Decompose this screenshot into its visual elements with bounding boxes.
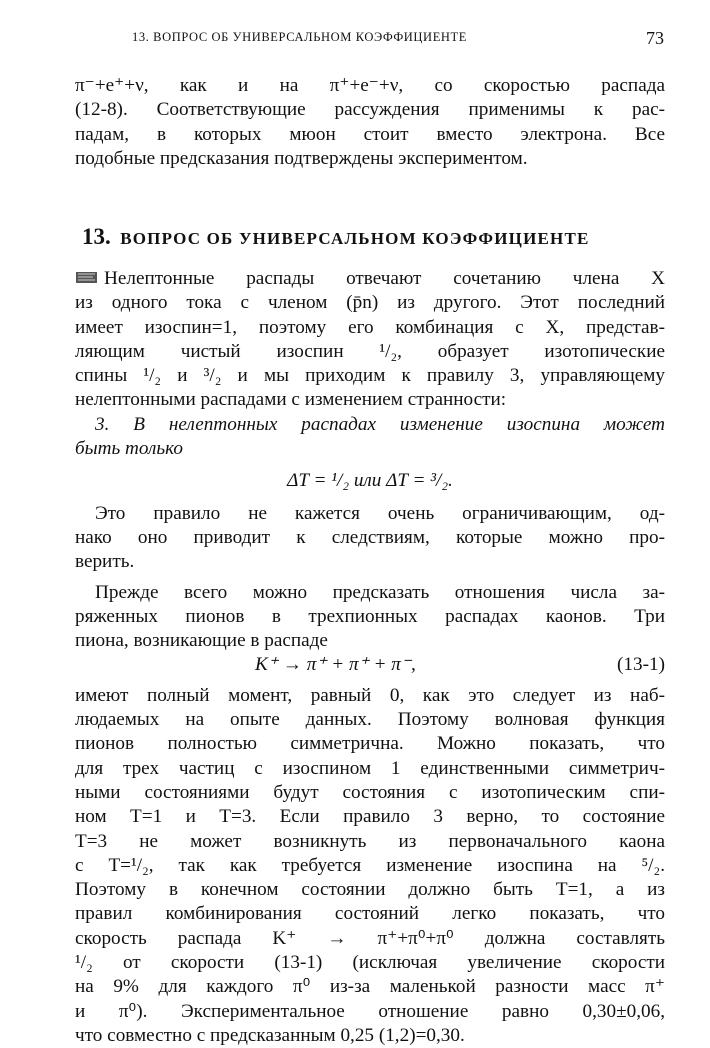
text-line: ряженных пионов в трехпионных распадах каонов. Три [75,605,665,627]
text-line: пиона, возникающие в распаде [75,630,328,652]
section-number: 13. [82,224,111,249]
text-line: ¹/₂ от скорости (13-1) (исключая увеличение скорости [75,952,665,974]
text-line: ными состояниями будут состояния с изотопическим спи- [75,781,665,803]
text-line: (12-8). Соответствующие рассуждения применимы к рас- [75,99,665,121]
section-heading [82,224,642,250]
rule-statement-cont [75,437,665,461]
text-line: имеют полный момент, равный 0, как это следует из наб- [75,684,665,706]
text-line: Поэтому в конечном состоянии должно быть T=1, а из [75,879,665,901]
rule-statement [75,413,665,437]
text-line: с T=¹/₂, так как требуется изменение изоспина на ⁵/₂. [75,854,665,876]
text-line: для трех частиц с изоспином 1 единственными симметрич- [75,757,665,779]
text-line: и π⁰). Экспериментальное отношение равно 0,30±0,06, [75,1000,665,1022]
text-line: верить. [75,551,135,573]
section-title: ВОПРОС ОБ УНИВЕРСАЛЬНОМ КОЭФФИЦИЕНТЕ [120,229,590,248]
rule-formula: ΔT = ¹/₂ или ΔT = ³/₂. [287,470,453,492]
running-title: 13. ВОПРОС ОБ УНИВЕРСАЛЬНОМ КОЭФФИЦИЕНТЕ [132,30,468,44]
text-line: скорость распада K⁺ → π⁺+π⁰+π⁰ должна составлять [75,927,665,949]
text-line: подобные предсказания подтверждены экспериментом. [75,147,528,169]
text-line: из одного тока с членом (p̄n) из другого. Этот последний [75,292,665,314]
text-line: Это правило не кажется очень ограничивающим, од- [95,502,665,524]
continuation-paragraph [75,74,665,171]
equation-body: K⁺ → π⁺ + π⁺ + π⁻, [255,654,416,676]
margin-mark-icon [75,270,99,285]
rule-text: 3. В нелептонных распадах изменение изоспина может [95,413,665,435]
text-line: спины ¹/₂ и ³/₂ и мы приходим к правилу 3, управляющему [75,365,665,387]
text-line: на 9% для каждого π⁰ из-за маленькой разности масс π⁺ [75,976,665,998]
text-line: ном T=1 и T=3. Если правило 3 верно, то состояние [75,806,665,828]
text-line: ляющим чистый изоспин ¹/₂, образует изотопические [75,340,665,362]
equation-13-1 [75,653,665,677]
main-text [75,267,665,1048]
text-line: нелептонными распадами с изменением странности: [75,389,507,411]
text-line: имеет изоспин=1, поэтому его комбинация с X, представ- [75,316,665,338]
intro-first-line: Нелептонные распады отвечают сочетанию члена X [104,268,665,289]
page-number: 73 [646,28,664,48]
text-line: T=3 не может возникнуть из первоначального каона [75,830,665,852]
equation-label: (13-1) [617,654,665,676]
text-line: падам, в которых мюон стоит вместо электрона. Все [75,123,665,145]
text-line: Прежде всего можно предсказать отношения числа за- [95,581,665,603]
text-line: нако оно приводит к следствиям, которые можно про- [75,526,665,548]
rule-text-cont: быть только [75,438,183,460]
text-line: правил комбинирования состояний легко показать, что [75,903,665,925]
text-line [75,267,665,291]
text-line: π⁻+e⁺+ν, как и на π⁺+e⁻+ν, со скоростью распада [75,75,665,96]
text-line: людаемых на опыте данных. Поэтому волновая функция [75,709,665,731]
text-line: что совместно с предсказанным 0,25 (1,2)=0,30. [75,1024,465,1046]
running-header [0,28,710,52]
text-line: пионов полностью симметрична. Можно показать, что [75,733,665,755]
